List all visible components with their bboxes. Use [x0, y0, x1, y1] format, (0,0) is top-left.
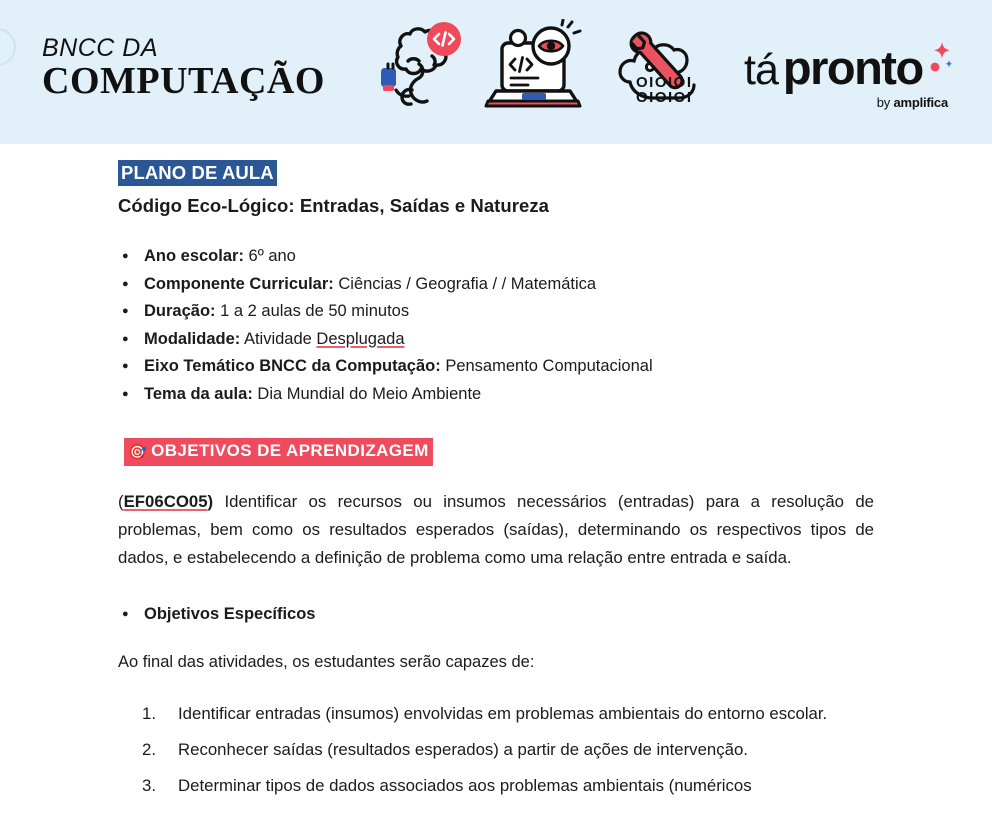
meta-label: Eixo Temático BNCC da Computação:: [144, 357, 441, 376]
meta-value: Dia Mundial do Meio Ambiente: [257, 384, 482, 403]
logo-word-ta: tá: [744, 46, 778, 94]
skill-close-paren: ): [207, 491, 214, 511]
list-item: Determinar tipos de dados associados aos problemas ambientais (numéricos: [178, 775, 752, 795]
list-item: Reconhecer saídas (resultados esperados) a partir de ações de intervenção.: [178, 739, 748, 759]
laptop-eye-icon: [484, 19, 588, 117]
bncc-brand-lockup: [42, 36, 332, 102]
list-item: [118, 353, 874, 381]
spellcheck-flagged-word: Desplugada: [316, 329, 405, 348]
document-page: [0, 144, 992, 804]
specific-objectives-list: [118, 602, 874, 626]
dart-target-icon: 🎯: [128, 444, 148, 462]
plan-label-wrap: [118, 160, 874, 186]
meta-label: Duração:: [144, 302, 216, 321]
list-item: ● Objetivos Específicos: [118, 602, 874, 626]
brand-line-top: BNCC DA: [42, 34, 159, 62]
sparkle-icon: [925, 40, 955, 84]
meta-label: Modalidade:: [144, 329, 241, 348]
lesson-title: Código Eco-Lógico: Entradas, Saídas e Natureza: [118, 195, 549, 217]
decorative-circle: [0, 28, 16, 66]
svg-text:OIOIOI: OIOIOI: [636, 74, 693, 91]
logo-word-pronto: pronto: [782, 41, 923, 94]
meta-label: Componente Curricular:: [144, 274, 334, 293]
list-item: [118, 326, 874, 354]
skill-open-paren: (: [118, 491, 124, 511]
logo-byline: [744, 95, 966, 110]
meta-value: 1 a 2 aulas de 50 minutos: [220, 302, 410, 321]
list-item: [118, 271, 874, 299]
meta-value: Atividade: [243, 329, 317, 348]
header-banner: [0, 0, 992, 144]
list-item: Identificar entradas (insumos) envolvidas em problemas ambientais do entorno escolar.: [178, 703, 828, 723]
meta-value: Ciências / Geografia / / Matemática: [338, 274, 597, 293]
skill-code: EF06CO05: [123, 491, 208, 511]
skill-text: Identificar os recursos ou insumos necessários (entradas) para a resolução de problemas, bem como os resultados esperados (saídas), determinando os respectivos tipos de dados, e estabelecendo a definição de problema como uma relação entre entrada e saída.: [118, 491, 874, 567]
meta-label: Tema da aula:: [144, 384, 253, 403]
header-icon-group: [374, 16, 712, 120]
meta-value: Pensamento Computacional: [445, 357, 653, 376]
wrench-binary-cloud-icon: [606, 22, 712, 114]
brand-line-bottom: COMPUTAÇÃO: [42, 60, 325, 102]
list-item: [118, 243, 874, 271]
objectives-heading-badge: [124, 438, 433, 466]
lesson-meta-list: [118, 243, 874, 408]
ta-pronto-logo: [744, 40, 966, 110]
meta-label: Ano escolar:: [144, 247, 244, 266]
list-item: [118, 381, 874, 409]
meta-value: 6º ano: [248, 247, 296, 266]
svg-text:OIOIOI: OIOIOI: [636, 89, 693, 106]
logo-byline-brand: amplifica: [893, 95, 948, 110]
plan-label-badge: PLANO DE AULA: [118, 160, 277, 186]
objectives-heading-wrap: [118, 408, 874, 466]
bncc-skill-paragraph: [118, 488, 874, 572]
goals-numbered-list: [118, 696, 874, 804]
brain-code-icon: [374, 16, 466, 120]
logo-byline-prefix: by: [876, 95, 894, 110]
list-item: [118, 298, 874, 326]
objectives-intro-line: Ao final das atividades, os estudantes serão capazes de:: [118, 652, 535, 671]
objectives-heading-text: OBJETIVOS DE APRENDIZAGEM: [151, 441, 429, 461]
